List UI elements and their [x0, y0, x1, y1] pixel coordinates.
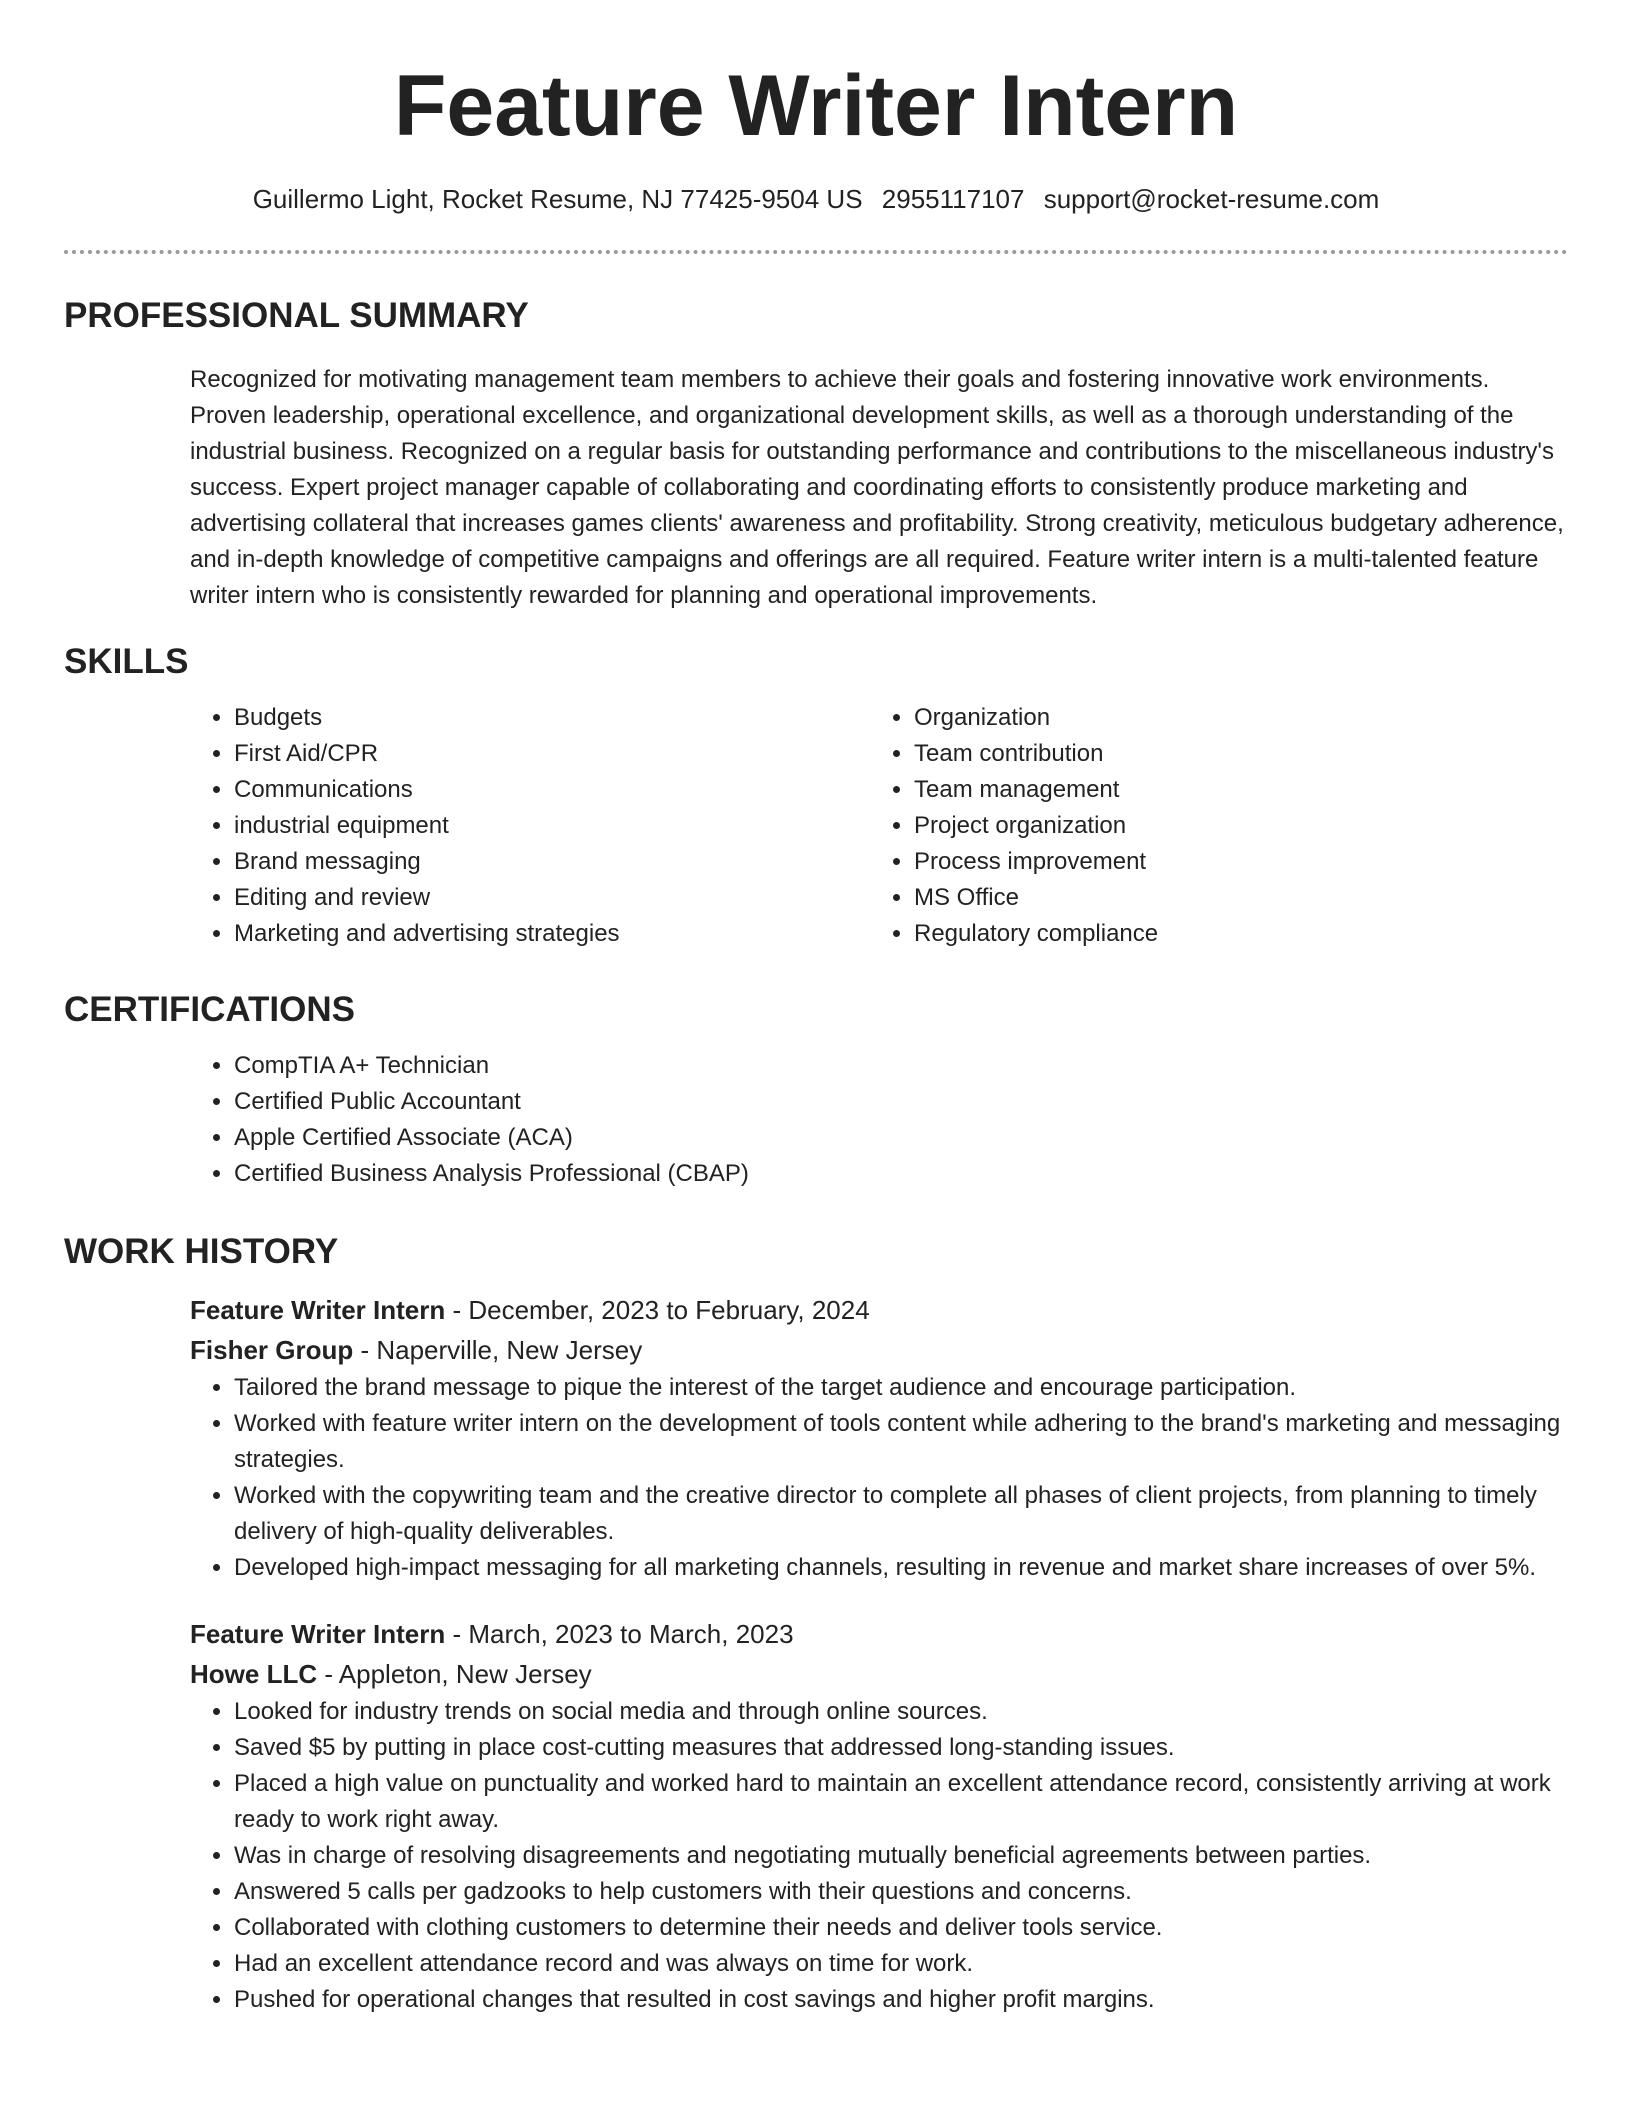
- job-company: Howe LLC: [190, 1659, 318, 1689]
- job-location: - Appleton, New Jersey: [317, 1659, 592, 1689]
- skill-item: • Organization: [914, 700, 1158, 736]
- summary-section: [64, 296, 1568, 614]
- skill-item: • Regulatory compliance: [914, 916, 1158, 952]
- job-title-line: [190, 1614, 1568, 1654]
- certification-item: • Certified Business Analysis Professional (CBAP): [234, 1156, 1568, 1192]
- contact-phone: 2955117107: [881, 184, 1025, 214]
- job-bullet: • Was in charge of resolving disagreements and negotiating mutually beneficial agreements between parties.: [234, 1838, 1568, 1874]
- job-bullet: • Tailored the brand message to pique the interest of the target audience and encourage participation.: [234, 1370, 1568, 1406]
- job-bullet: • Worked with feature writer intern on the development of tools content while adhering to the brand's marketing and messaging strategies.: [234, 1406, 1568, 1478]
- skill-item: • Communications: [234, 772, 870, 808]
- job-bullet: • Looked for industry trends on social media and through online sources.: [234, 1694, 1568, 1730]
- job-entry: [190, 1614, 1568, 2018]
- job-bullet: • Worked with the copywriting team and the creative director to complete all phases of client projects, from planning to timely delivery of high-quality deliverables.: [234, 1478, 1568, 1550]
- skill-item: • Budgets: [234, 700, 870, 736]
- certification-item: • Certified Public Accountant: [234, 1084, 1568, 1120]
- skill-item: • First Aid/CPR: [234, 736, 870, 772]
- resume-title: Feature Writer Intern: [393, 58, 1239, 154]
- skill-item: • Editing and review: [234, 880, 870, 916]
- contact-line: [0, 182, 1632, 216]
- skill-item: • Brand messaging: [234, 844, 870, 880]
- job-company-line: [190, 1654, 1568, 1694]
- job-dates: - March, 2023 to March, 2023: [445, 1619, 794, 1649]
- skill-item: • MS Office: [914, 880, 1158, 916]
- skills-list-left: [190, 700, 870, 952]
- job-company-line: [190, 1330, 1568, 1370]
- job-bullets: [190, 1370, 1568, 1586]
- certifications-heading: CERTIFICATIONS: [64, 990, 356, 1029]
- skill-item: • Process improvement: [914, 844, 1158, 880]
- certifications-list: [190, 1048, 1568, 1192]
- job-dates: - December, 2023 to February, 2024: [445, 1295, 870, 1325]
- skills-heading: SKILLS: [64, 642, 189, 681]
- work-history-section: [64, 1232, 1568, 2018]
- job-bullet: • Saved $5 by putting in place cost-cutting measures that addressed long-standing issues.: [234, 1730, 1568, 1766]
- certification-item: • CompTIA A+ Technician: [234, 1048, 1568, 1084]
- skill-item: • industrial equipment: [234, 808, 870, 844]
- summary-heading: PROFESSIONAL SUMMARY: [64, 296, 529, 335]
- job-bullet: • Placed a high value on punctuality and worked hard to maintain an excellent attendance record, consistently arriving at work ready to work right away.: [234, 1766, 1568, 1838]
- skill-item: • Marketing and advertising strategies: [234, 916, 870, 952]
- job-title: Feature Writer Intern: [190, 1619, 446, 1649]
- job-bullet: • Answered 5 calls per gadzooks to help customers with their questions and concerns.: [234, 1874, 1568, 1910]
- job-bullets: [190, 1694, 1568, 2018]
- job-bullet: • Pushed for operational changes that resulted in cost savings and higher profit margins.: [234, 1982, 1568, 2018]
- skill-item: • Project organization: [914, 808, 1158, 844]
- header-divider: [64, 250, 1568, 254]
- job-company: Fisher Group: [190, 1335, 354, 1365]
- summary-text: Recognized for motivating management team members to achieve their goals and fostering innovative work environments. Proven leadership, operational excellence, and organizational development skills, as well as a thorough understanding of the industrial business. Recognized on a regular basis for outstanding performance and contributions to the miscellaneous industry's success. Expert project manager capable of collaborating and coordinating efforts to consistently produce marketing and advertising collateral that increases games clients' awareness and profitability. Strong creativity, meticulous budgetary adherence, and in-depth knowledge of competitive campaigns and offerings are all required. Feature writer intern is a multi-talented feature writer intern who is consistently rewarded for planning and operational improvements.: [190, 366, 1564, 609]
- job-bullet: • Collaborated with clothing customers to determine their needs and deliver tools service.: [234, 1910, 1568, 1946]
- skills-list-right: [870, 700, 1158, 952]
- skill-item: • Team management: [914, 772, 1158, 808]
- contact-email: support@rocket-resume.com: [1043, 184, 1380, 214]
- work-history-heading: WORK HISTORY: [64, 1232, 339, 1271]
- job-location: - Naperville, New Jersey: [353, 1335, 643, 1365]
- job-title-line: [190, 1290, 1568, 1330]
- job-bullet: • Developed high-impact messaging for all marketing channels, resulting in revenue and market share increases of over 5%.: [234, 1550, 1568, 1586]
- certification-item: • Apple Certified Associate (ACA): [234, 1120, 1568, 1156]
- contact-address: Guillermo Light, Rocket Resume, NJ 77425-9504 US: [252, 184, 863, 214]
- job-entry: [190, 1290, 1568, 1586]
- job-title: Feature Writer Intern: [190, 1295, 446, 1325]
- skills-section: [64, 642, 1568, 952]
- job-bullet: • Had an excellent attendance record and was always on time for work.: [234, 1946, 1568, 1982]
- certifications-section: [64, 990, 1568, 1192]
- skill-item: • Team contribution: [914, 736, 1158, 772]
